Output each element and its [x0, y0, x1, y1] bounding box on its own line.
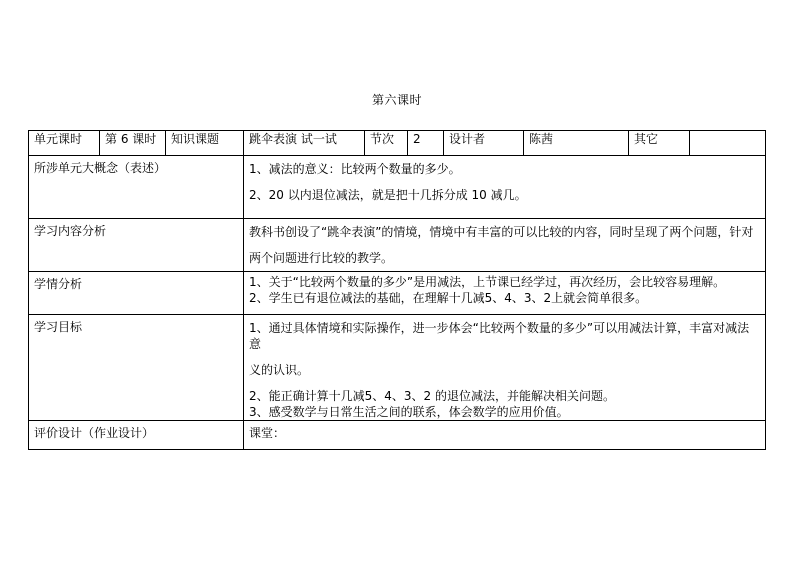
concept-item: 1、减法的意义：比较两个数量的多少。: [249, 162, 461, 176]
objectives-row: [29, 315, 766, 421]
period-label: 节次: [365, 131, 408, 156]
document-title: 第六课时: [371, 93, 422, 107]
period-value: 2: [408, 131, 444, 156]
evaluation-row: [29, 421, 766, 450]
unit-lesson-label: 单元课时: [29, 131, 100, 156]
learner-analysis-item: 1、关于“比较两个数量的多少”是用减法，上节课已经学过，再次经历，会比较容易理解。: [249, 275, 726, 289]
concept-content: [244, 156, 766, 219]
objectives-label: 学习目标: [29, 315, 244, 421]
concept-label: 所涉单元大概念（表述）: [29, 156, 244, 219]
objective-line: 3、感受数学与日常生活之间的联系，体会数学的应用价值。: [249, 405, 569, 419]
objectives-content: [244, 315, 766, 421]
lesson-plan-table: [28, 130, 766, 450]
learner-analysis-row: [29, 272, 766, 315]
other-label: 其它: [629, 131, 690, 156]
header-row: [29, 131, 766, 156]
learner-analysis-content: [244, 272, 766, 315]
content-analysis-row: [29, 219, 766, 272]
evaluation-value: 课堂：: [244, 421, 766, 450]
designer-value: 陈茜: [524, 131, 629, 156]
content-analysis-label: 学习内容分析: [29, 219, 244, 272]
other-value: [690, 131, 766, 156]
content-analysis-line: 两个问题进行比较的教学。: [249, 251, 394, 265]
topic-label: 知识课题: [166, 131, 244, 156]
evaluation-label: 评价设计（作业设计）: [29, 421, 244, 450]
designer-label: 设计者: [444, 131, 524, 156]
concept-item: 2、20 以内退位减法，就是把十几拆分成 10 减几。: [249, 188, 527, 202]
unit-lesson-value: 第 6 课时: [100, 131, 166, 156]
content-analysis-content: [244, 219, 766, 272]
concept-row: [29, 156, 766, 219]
learner-analysis-item: 2、学生已有退位减法的基础，在理解十几减5、4、3、2上就会简单很多。: [249, 291, 648, 305]
content-analysis-line: 教科书创设了“跳伞表演”的情境，情境中有丰富的可以比较的内容，同时呈现了两个问题，针对: [249, 225, 754, 239]
topic-value: 跳伞表演 试一试: [244, 131, 365, 156]
objective-line: 义的认识。: [249, 363, 310, 377]
objective-line: 1、通过具体情境和实际操作，进一步体会“比较两个数量的多少”可以用减法计算，丰富对减法意: [249, 321, 750, 351]
objective-line: 2、能正确计算十几减5、4、3、2 的退位减法，并能解决相关问题。: [249, 389, 615, 403]
learner-analysis-label: 学情分析: [29, 272, 244, 315]
